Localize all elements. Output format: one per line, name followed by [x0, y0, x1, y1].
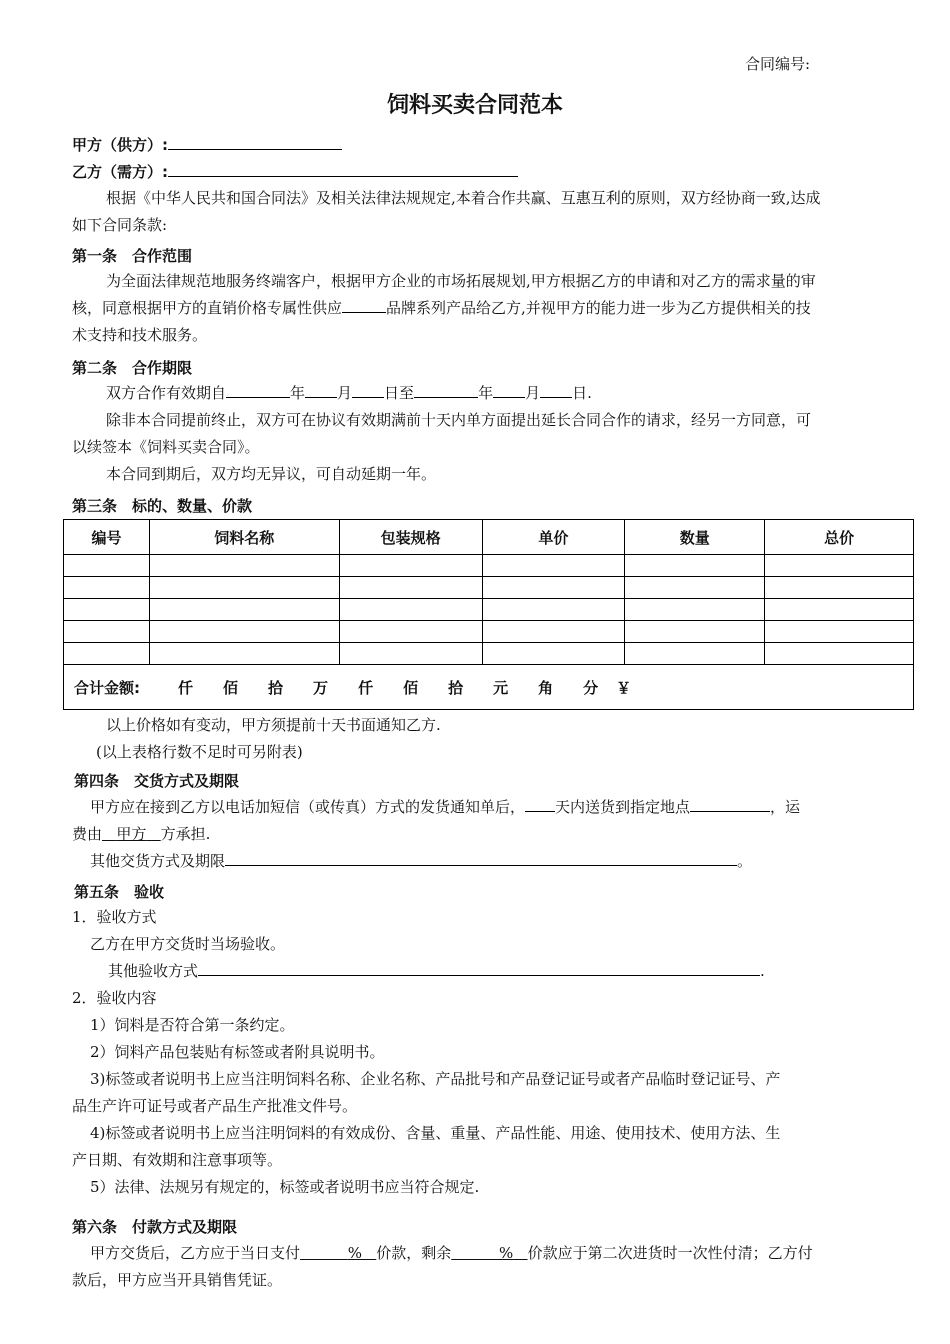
section-1-text-b: 品牌系列产品给乙方,并视甲方的能力进一步为乙方提供相关的技: [386, 299, 811, 317]
table-cell[interactable]: [149, 621, 339, 643]
unit-shi-2: 拾: [448, 678, 464, 697]
yuan-symbol: ￥: [616, 678, 632, 697]
day-to-label: 日至: [384, 384, 415, 402]
remaining-percent-field[interactable]: [451, 1244, 527, 1262]
contract-number-label: 合同编号:: [745, 55, 811, 73]
table-cell[interactable]: [625, 643, 765, 665]
table-row: [64, 621, 914, 643]
section-2-heading: 第二条 合作期限: [72, 359, 193, 377]
table-cell[interactable]: [339, 555, 482, 577]
col-header-packaging: 包装规格: [339, 520, 482, 555]
year-label: 年: [290, 384, 306, 402]
section-4-line-1: [72, 794, 906, 821]
section-1-line-3: 术支持和技术服务。: [72, 326, 208, 344]
unit-wan: 万: [313, 678, 329, 697]
inspection-item-3b: 品生产许可证号或者产品生产批准文件号。: [72, 1097, 358, 1115]
table-cell[interactable]: [765, 643, 914, 665]
total-amount-cell[interactable]: [64, 665, 914, 710]
start-month-field[interactable]: [305, 383, 337, 398]
section-4-heading: 第四条 交货方式及期限: [74, 772, 240, 790]
party-a-field[interactable]: [168, 135, 342, 150]
table-cell[interactable]: [149, 555, 339, 577]
payment-text-b: 价款，剩余: [376, 1244, 452, 1262]
table-cell[interactable]: [482, 643, 625, 665]
delivery-text-b: 天内送货到指定地点: [555, 798, 691, 816]
payment-text-a: 甲方交货后，乙方应于当日支付: [90, 1244, 301, 1262]
table-cell[interactable]: [149, 577, 339, 599]
other-delivery-label: 其他交货方式及期限: [90, 852, 226, 870]
unit-bai-2: 佰: [403, 678, 419, 697]
freight-text-b: 方承担.: [160, 825, 211, 843]
first-percent-sign: %: [347, 1244, 362, 1262]
end-day-label: 日.: [572, 384, 592, 402]
section-1-line-2: [72, 295, 906, 322]
inspection-content-heading: 2．验收内容: [72, 989, 157, 1007]
table-cell[interactable]: [64, 621, 150, 643]
col-header-quantity: 数量: [625, 520, 765, 555]
end-month-field[interactable]: [493, 383, 525, 398]
section-2-period-line: [72, 380, 906, 407]
payment-line-2: 款后，甲方应当开具销售凭证。: [72, 1271, 283, 1289]
unit-fen: 分: [583, 678, 599, 697]
col-header-number: 编号: [64, 520, 150, 555]
section-5-body: [72, 904, 906, 1201]
table-row: [64, 577, 914, 599]
section-2-body: [72, 380, 906, 488]
total-amount-label: 合计金额:: [74, 678, 140, 697]
intro-paragraph: [72, 185, 906, 239]
unit-bai: 佰: [223, 678, 239, 697]
table-cell[interactable]: [625, 555, 765, 577]
remaining-percent-sign: %: [498, 1244, 514, 1262]
section-4-line-3: [72, 848, 906, 875]
end-day-field[interactable]: [540, 383, 572, 398]
end-year-field[interactable]: [414, 383, 478, 398]
col-header-feed-name: 饲料名称: [149, 520, 339, 555]
table-cell[interactable]: [482, 599, 625, 621]
period-label: 双方合作有效期自: [106, 384, 227, 402]
first-payment-percent-field[interactable]: [300, 1244, 376, 1262]
unit-shi: 拾: [268, 678, 284, 697]
section-4-line-2: [72, 821, 906, 848]
table-cell[interactable]: [339, 643, 482, 665]
table-cell[interactable]: [765, 577, 914, 599]
section-3-heading: 第三条 标的、数量、价款: [72, 497, 253, 515]
other-inspection-label: 其他验收方式: [108, 962, 199, 980]
inspection-item-3a: 3)标签或者说明书上应当注明饲料名称、企业名称、产品批号和产品登记证号或者产品临时登记证号、产: [90, 1070, 781, 1088]
intro-line-1: 根据《中华人民共和国合同法》及相关法律法规规定,本着合作共赢、互惠互利的原则，双方经协商一致,达成: [106, 189, 821, 207]
section-6-body: [72, 1240, 906, 1294]
table-cell[interactable]: [482, 577, 625, 599]
section-4-body: [72, 794, 906, 875]
month-label: 月: [337, 384, 353, 402]
inspection-onsite: 乙方在甲方交货时当场验收。: [90, 935, 286, 953]
party-b-label: 乙方（需方）:: [72, 163, 168, 181]
col-header-total: 总价: [765, 520, 914, 555]
table-cell[interactable]: [339, 621, 482, 643]
table-cell[interactable]: [64, 643, 150, 665]
table-row: [64, 643, 914, 665]
table-cell[interactable]: [64, 577, 150, 599]
other-inspection-line: 其他验收方式 .: [108, 962, 765, 980]
freight-text-a: 费由: [72, 825, 103, 843]
delivery-text-c: ，运: [770, 798, 801, 816]
table-cell[interactable]: [482, 555, 625, 577]
section-2-line-2: 除非本合同提前终止，双方可在协议有效期满前十天内单方面提出延长合同合作的请求，经另一方同意，可: [106, 411, 812, 429]
other-inspection-field[interactable]: [198, 961, 760, 976]
unit-yuan: 元: [493, 678, 509, 697]
goods-table: [63, 519, 914, 710]
section-2-line-3: 以续签本《饲料买卖合同》。: [72, 438, 260, 456]
unit-qian: 仟: [178, 678, 194, 697]
delivery-days-field[interactable]: [525, 797, 555, 812]
payment-line-1: [72, 1240, 906, 1267]
inspection-method-heading: 1．验收方式: [72, 908, 157, 926]
table-cell[interactable]: [765, 621, 914, 643]
payment-text-c: 价款应于第二次进货时一次性付清；乙方付: [527, 1244, 813, 1262]
table-cell[interactable]: [64, 599, 150, 621]
table-total-row: [64, 665, 914, 710]
table-rows-note: (以上表格行数不足时可另附表): [96, 743, 303, 761]
freight-party-field[interactable]: [102, 825, 161, 843]
delivery-text-a: 甲方应在接到乙方以电话加短信（或传真）方式的发货通知单后，: [90, 798, 526, 816]
start-day-field[interactable]: [352, 383, 384, 398]
table-cell[interactable]: [149, 643, 339, 665]
table-cell[interactable]: [625, 577, 765, 599]
other-delivery-field[interactable]: [225, 851, 737, 866]
price-change-note: 以上价格如有变动，甲方须提前十天书面通知乙方.: [106, 716, 441, 734]
end-month-label: 月: [525, 384, 541, 402]
inspection-item-4b: 产日期、有效期和注意事项等。: [72, 1151, 283, 1169]
section-1-line-1: 为全面法律规范地服务终端客户，根据甲方企业的市场拓展规划,甲方根据乙方的申请和对乙方的需求量的审: [106, 272, 816, 290]
table-header-row: [64, 520, 914, 555]
intro-line-2: 如下合同条款:: [72, 216, 168, 234]
other-delivery-end: 。: [737, 852, 753, 870]
inspection-item-4a: 4)标签或者说明书上应当注明饲料的有效成份、含量、重量、产品性能、用途、使用技术、使用方法、生: [90, 1124, 781, 1142]
unit-jiao: 角: [538, 678, 554, 697]
brand-field[interactable]: [342, 298, 386, 313]
page-title: 饲料买卖合同范本: [387, 93, 564, 118]
table-cell[interactable]: [765, 599, 914, 621]
table-row: [64, 555, 914, 577]
inspection-item-2: 2）饲料产品包装贴有标签或者附具说明书。: [90, 1043, 385, 1061]
section-1-heading: 第一条 合作范围: [72, 247, 193, 265]
table-cell[interactable]: [149, 599, 339, 621]
table-cell[interactable]: [625, 621, 765, 643]
inspection-item-5: 5）法律、法规另有规定的，标签或者说明书应当符合规定.: [90, 1178, 480, 1196]
party-a-label: 甲方（供方）:: [72, 136, 168, 154]
party-b-field[interactable]: [168, 162, 518, 177]
section-1-text-a: 核，同意根据甲方的直销价格专属性供应: [72, 299, 343, 317]
party-b-row: [72, 161, 518, 182]
freight-party-value: 甲方: [116, 825, 147, 843]
section-6-heading: 第六条 付款方式及期限: [72, 1218, 238, 1236]
table-cell[interactable]: [625, 599, 765, 621]
party-a-row: [72, 134, 342, 155]
section-5-heading: 第五条 验收: [74, 883, 165, 901]
end-year-label: 年: [478, 384, 494, 402]
col-header-unit-price: 单价: [482, 520, 625, 555]
table-row: [64, 599, 914, 621]
table-cell[interactable]: [64, 555, 150, 577]
start-year-field[interactable]: [226, 383, 290, 398]
unit-qian-2: 仟: [358, 678, 374, 697]
table-cell[interactable]: [482, 621, 625, 643]
section-1-body: [72, 268, 906, 349]
delivery-location-field[interactable]: [690, 797, 770, 812]
inspection-item-1: 1）饲料是否符合第一条约定。: [90, 1016, 295, 1034]
table-cell[interactable]: [339, 577, 482, 599]
section-2-line-4: 本合同到期后，双方均无异议，可自动延期一年。: [106, 465, 437, 483]
table-cell[interactable]: [339, 599, 482, 621]
table-cell[interactable]: [765, 555, 914, 577]
